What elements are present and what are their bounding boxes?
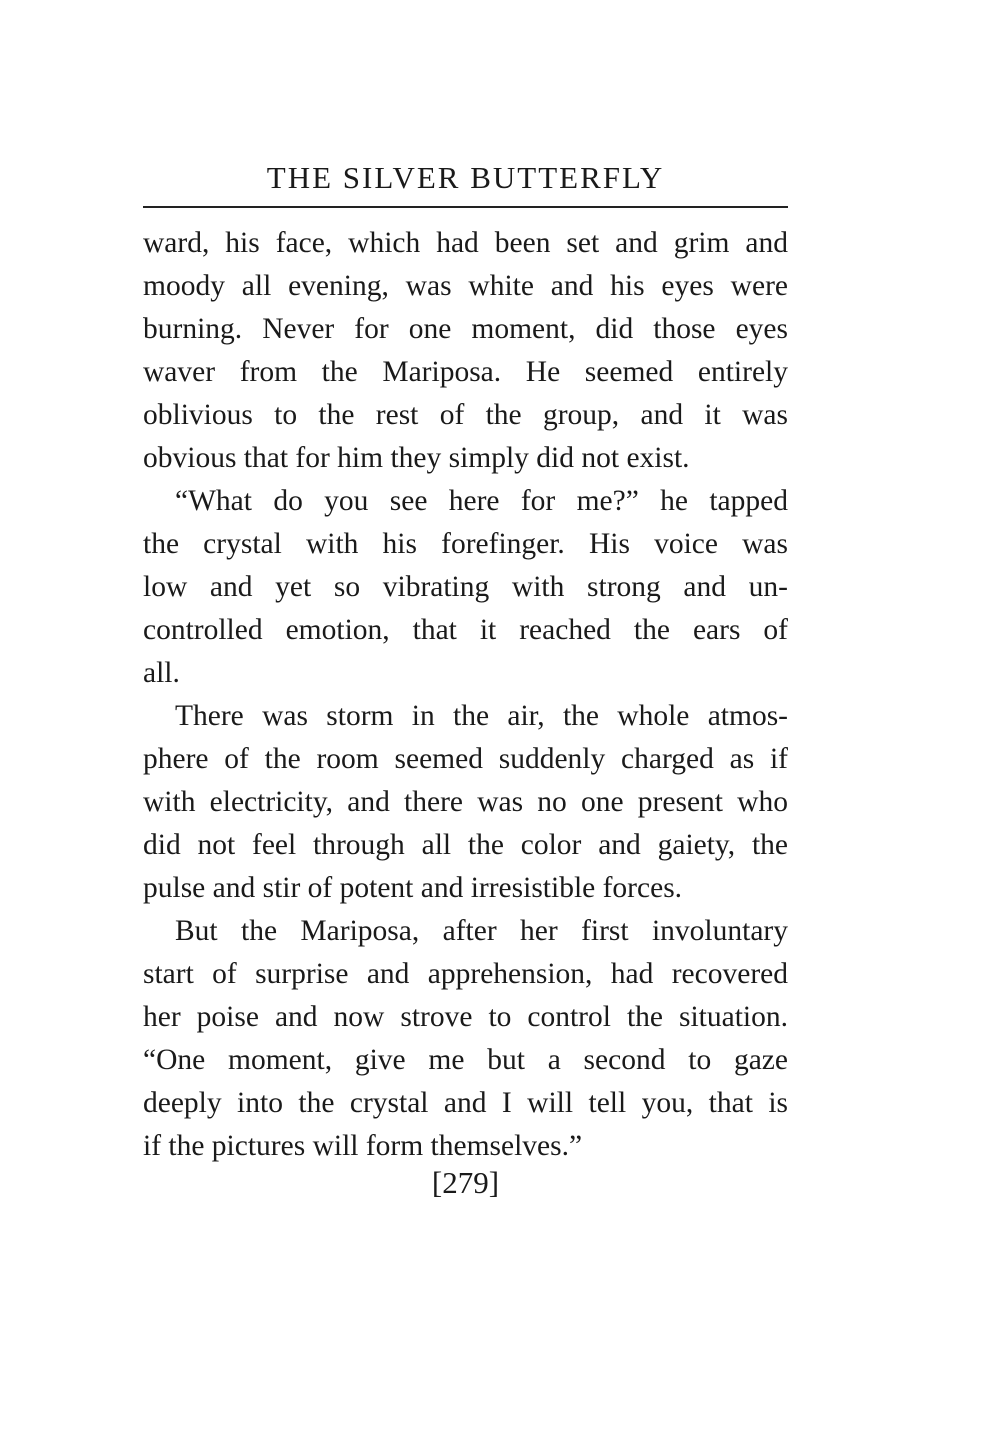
body-text xyxy=(143,222,788,1168)
paragraph xyxy=(143,480,788,695)
text-line: “One moment, give me but a second to gaze xyxy=(143,1044,788,1076)
text-line: moody all evening, was white and his eyes were xyxy=(143,270,788,302)
text-line: pulse and stir of potent and irresistible forces. xyxy=(143,872,683,904)
paragraph xyxy=(143,695,788,910)
paragraph xyxy=(143,222,788,480)
text-line: But the Mariposa, after her first involuntary xyxy=(175,915,788,947)
text-line: deeply into the crystal and I will tell you, that is xyxy=(143,1087,788,1119)
text-line: “What do you see here for me?” he tapped xyxy=(175,485,788,517)
text-line: burning. Never for one moment, did those eyes xyxy=(143,313,788,345)
text-line: her poise and now strove to control the situation. xyxy=(143,1001,788,1033)
text-line: oblivious to the rest of the group, and it was xyxy=(143,399,788,431)
text-line: with electricity, and there was no one present who xyxy=(143,786,788,818)
text-line: start of surprise and apprehension, had recovered xyxy=(143,958,788,990)
text-line: phere of the room seemed suddenly charged as if xyxy=(143,743,788,775)
text-line: obvious that for him they simply did not exist. xyxy=(143,442,690,474)
text-line: the crystal with his forefinger. His voice was xyxy=(143,528,788,560)
header-rule xyxy=(143,206,788,208)
text-line: controlled emotion, that it reached the ears of xyxy=(143,614,788,646)
text-line: all. xyxy=(143,657,180,689)
text-line: did not feel through all the color and gaiety, the xyxy=(143,829,788,861)
text-line: low and yet so vibrating with strong and un- xyxy=(143,571,788,603)
text-line: ward, his face, which had been set and grim and xyxy=(143,227,788,259)
running-head: THE SILVER BUTTERFLY xyxy=(266,160,665,195)
text-line: There was storm in the air, the whole atmos- xyxy=(175,700,788,732)
paragraph xyxy=(143,910,788,1168)
page-number: [279] xyxy=(431,1165,500,1200)
text-line: if the pictures will form themselves.” xyxy=(143,1130,583,1162)
text-line: waver from the Mariposa. He seemed entirely xyxy=(143,356,788,388)
